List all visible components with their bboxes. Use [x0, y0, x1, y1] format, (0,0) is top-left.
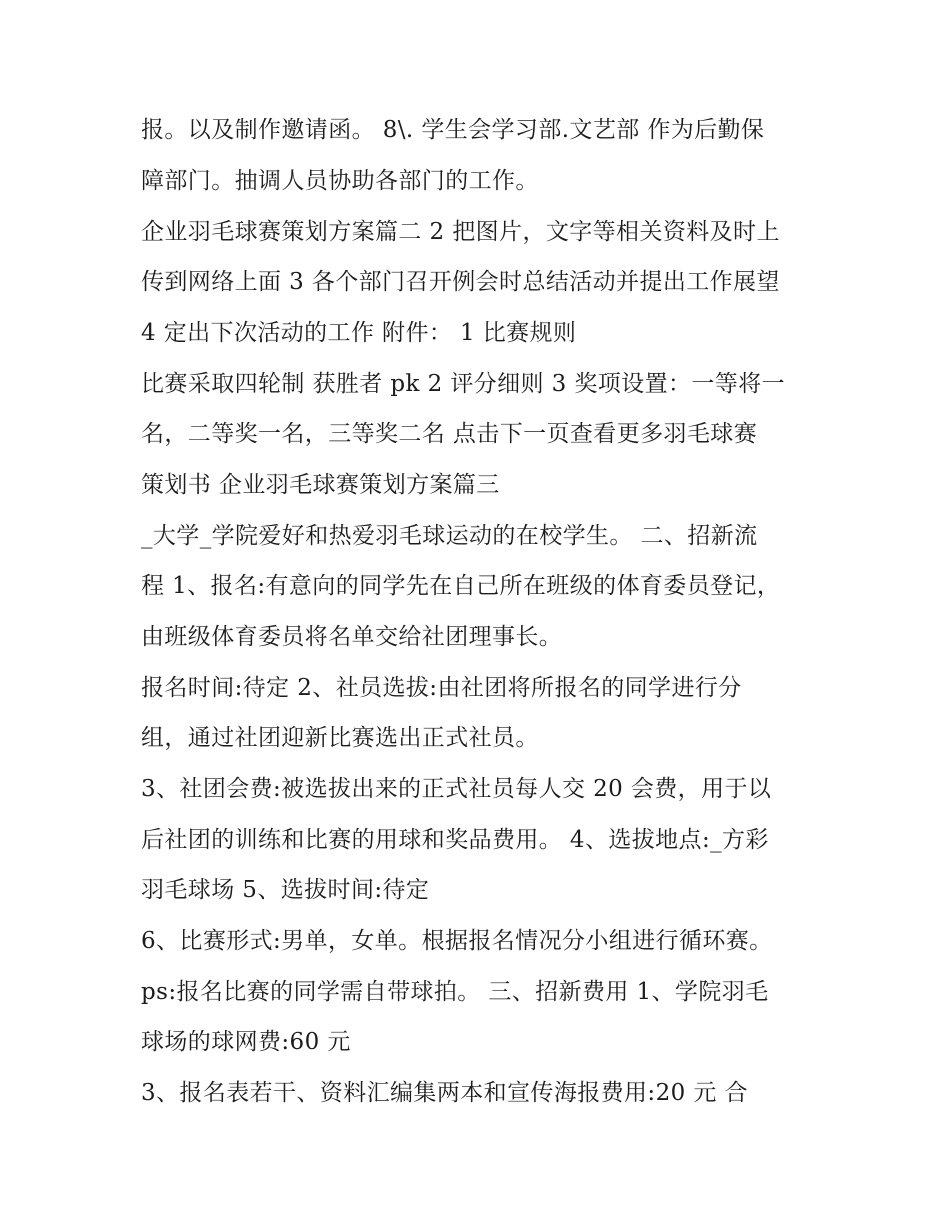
text-line: 障部门。抽调人员协助各部门的工作。 [141, 168, 539, 194]
text-line: ps:报名比赛的同学需自带球拍。 三、招新费用 1、学院羽毛 [141, 979, 769, 1005]
text-line: 企业羽毛球赛策划方案篇二 2 把图片，文字等相关资料及时上 [141, 219, 780, 245]
text-line: 名，二等奖一名，三等奖二名 点击下一页查看更多羽毛球赛 [141, 421, 758, 447]
text-line: 由班级体育委员将名单交给社团理事长。 [141, 624, 563, 650]
text-line: 6、比赛形式:男单，女单。根据报名情况分小组进行循环赛。 [141, 928, 773, 954]
text-line: 4 定出下次活动的工作 附件： 1 比赛规则 [141, 320, 577, 346]
text-line: 策划书 企业羽毛球赛策划方案篇三 [141, 472, 500, 498]
text-line: _大学_学院爱好和热爱羽毛球运动的在校学生。 二、招新流 [141, 523, 758, 549]
text-line: 后社团的训练和比赛的用球和奖品费用。 4、选拔地点:_方彩 [141, 827, 769, 853]
text-line: 3、报名表若干、资料汇编集两本和宣传海报费用:20 元 合 [141, 1080, 748, 1106]
text-line: 程 1、报名:有意向的同学先在自己所在班级的体育委员登记， [141, 573, 781, 599]
text-line: 报名时间:待定 2、社员选拔:由社团将所报名的同学进行分 [141, 675, 742, 701]
text-line: 传到网络上面 3 各个部门召开例会时总结活动并提出工作展望 [141, 269, 780, 295]
text-line: 报。以及制作邀请函。 8\. 学生会学习部.文艺部 作为后勤保 [141, 117, 765, 143]
text-line: 球场的球网费:60 元 [141, 1029, 351, 1055]
text-line: 组，通过社团迎新比赛选出正式社员。 [141, 725, 539, 751]
text-line: 羽毛球场 5、选拔时间:待定 [141, 877, 430, 903]
text-line: 3、社团会费:被选拔出来的正式社员每人交 20 会费，用于以 [141, 776, 772, 802]
text-line: 比赛采取四轮制 获胜者 pk 2 评分细则 3 奖项设置：一等将一 [141, 371, 785, 397]
